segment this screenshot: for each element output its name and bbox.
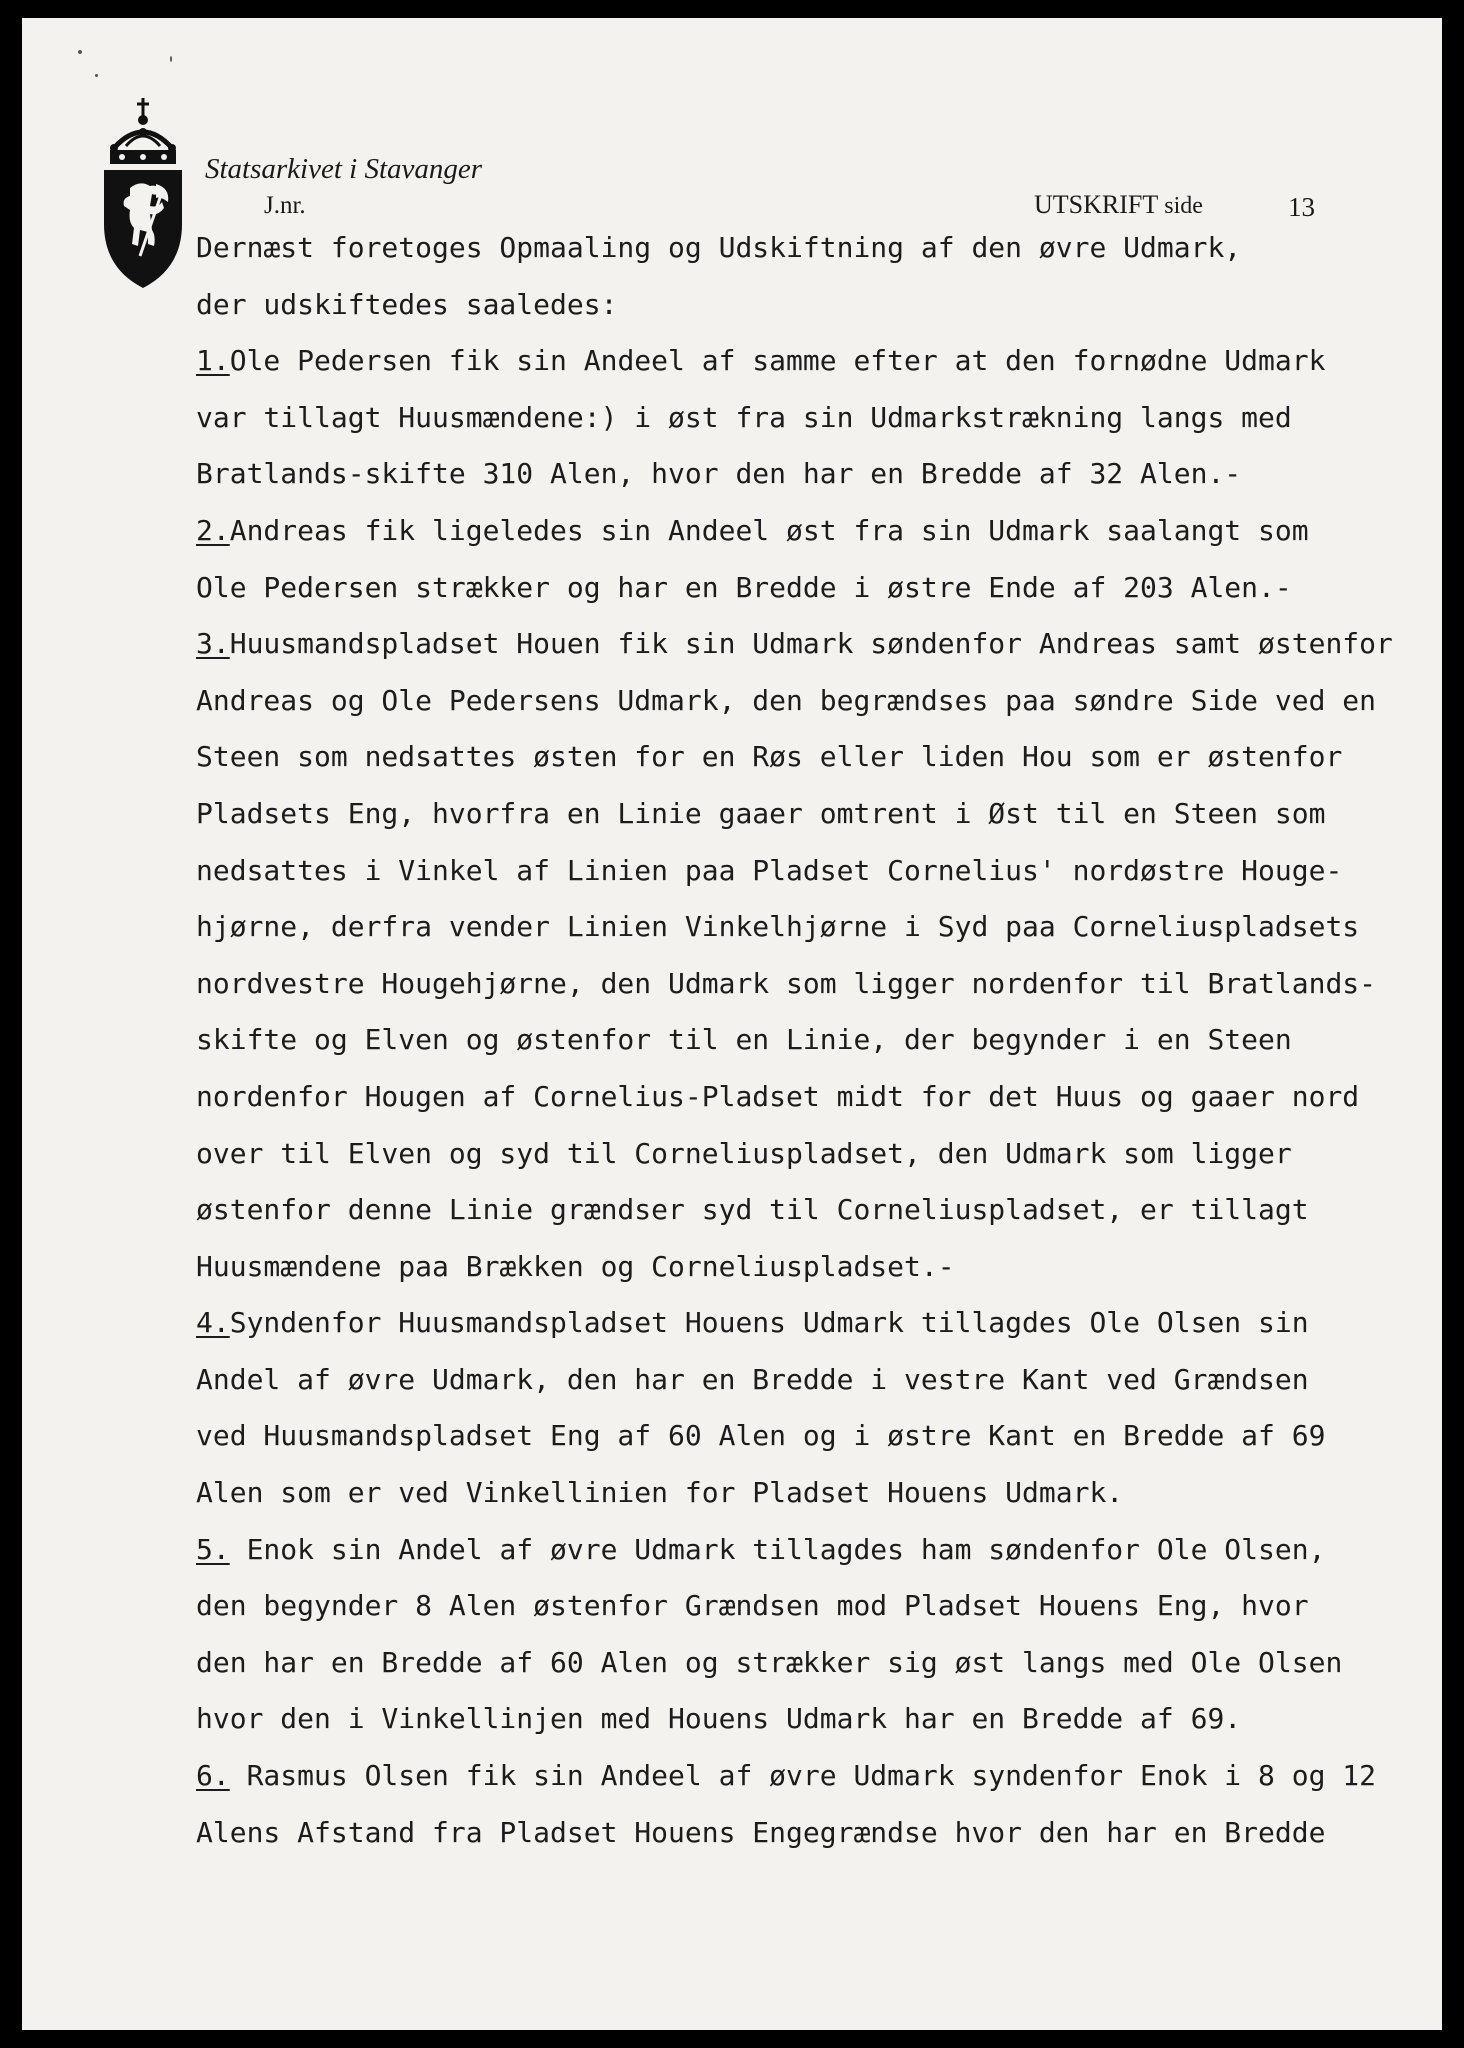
paragraph-number: 4. bbox=[196, 1306, 230, 1340]
text-line bbox=[196, 1126, 1436, 1183]
line-text: over til Elven og syd til Corneliuspladset, den Udmark som ligger bbox=[196, 1136, 1292, 1170]
line-text: nedsattes i Vinkel af Linien paa Pladset Cornelius' nordøstre Houge- bbox=[196, 853, 1343, 887]
text-line bbox=[196, 616, 1436, 673]
line-text: der udskiftedes saaledes: bbox=[196, 287, 618, 321]
text-line bbox=[196, 220, 1436, 277]
paragraph-number: 6. bbox=[196, 1759, 230, 1793]
line-text: hvor den i Vinkellinjen med Houens Udmark har en Bredde af 69. bbox=[196, 1702, 1242, 1736]
text-line bbox=[196, 1295, 1436, 1352]
text-line bbox=[196, 1465, 1436, 1522]
scan-speck bbox=[95, 74, 98, 77]
line-text: Ole Pedersen fik sin Andeel af samme efter at den fornødne Udmark bbox=[229, 344, 1326, 378]
text-line bbox=[196, 1239, 1436, 1296]
line-text: ved Huusmandspladset Eng af 60 Alen og i østre Kant en Bredde af 69 bbox=[196, 1419, 1326, 1453]
line-text: den har en Bredde af 60 Alen og strækker sig øst langs med Ole Olsen bbox=[196, 1645, 1343, 1679]
side-word: side bbox=[1164, 193, 1203, 219]
line-text: den begynder 8 Alen østenfor Grændsen mod Pladset Houens Eng, hvor bbox=[196, 1589, 1309, 1623]
line-text: Huusmændene paa Brækken og Corneliuspladset.- bbox=[196, 1249, 955, 1283]
text-line bbox=[196, 1408, 1436, 1465]
text-line bbox=[196, 673, 1436, 730]
text-line bbox=[196, 1805, 1436, 1862]
paragraph-number: 3. bbox=[196, 627, 230, 661]
line-text: Andreas og Ole Pedersens Udmark, den begrændses paa søndre Side ved en bbox=[196, 683, 1377, 717]
text-line bbox=[196, 1069, 1436, 1126]
line-text: skifte og Elven og østenfor til en Linie, der begynder i en Steen bbox=[196, 1023, 1292, 1057]
scan-speck bbox=[78, 50, 82, 54]
line-text: nordvestre Hougehjørne, den Udmark som ligger nordenfor til Bratlands- bbox=[196, 966, 1377, 1000]
text-line bbox=[196, 333, 1436, 390]
line-text: østenfor denne Linie grændser syd til Corneliuspladset, er tillagt bbox=[196, 1193, 1309, 1227]
line-text: Enok sin Andel af øvre Udmark tillagdes ham søndenfor Ole Olsen, bbox=[229, 1532, 1326, 1566]
line-text: Alens Afstand fra Pladset Houens Engegrændse hvor den har en Bredde bbox=[196, 1815, 1326, 1849]
text-line bbox=[196, 560, 1436, 617]
text-line bbox=[196, 956, 1436, 1013]
line-text: Ole Pedersen strækker og har en Bredde i østre Ende af 203 Alen.- bbox=[196, 570, 1292, 604]
line-text: hjørne, derfra vender Linien Vinkelhjørne i Syd paa Corneliuspladsets bbox=[196, 910, 1360, 944]
text-line bbox=[196, 843, 1436, 900]
page-number: 13 bbox=[1288, 192, 1315, 222]
line-text: Andel af øvre Udmark, den har en Bredde i vestre Kant ved Grændsen bbox=[196, 1362, 1309, 1396]
text-line bbox=[196, 1635, 1436, 1692]
text-line bbox=[196, 1522, 1436, 1579]
line-text: Steen som nedsattes østen for en Røs eller liden Hou som er østenfor bbox=[196, 740, 1343, 774]
journal-number-label: J.nr. bbox=[264, 192, 306, 219]
text-line bbox=[196, 729, 1436, 786]
paragraph-number: 2. bbox=[196, 513, 230, 547]
norwegian-coat-of-arms-icon bbox=[100, 96, 186, 290]
line-text: Alen som er ved Vinkellinien for Pladset Houens Udmark. bbox=[196, 1476, 1124, 1510]
text-line bbox=[196, 503, 1436, 560]
transcription-text bbox=[196, 220, 1436, 1861]
paragraph-number: 1. bbox=[196, 344, 230, 378]
scan-speck bbox=[170, 56, 172, 62]
utskrift-label bbox=[1034, 190, 1203, 220]
text-line bbox=[196, 446, 1436, 503]
text-line bbox=[196, 1182, 1436, 1239]
line-text: Huusmandspladset Houen fik sin Udmark søndenfor Andreas samt østenfor bbox=[229, 627, 1393, 661]
line-text: Andreas fik ligeledes sin Andeel øst fra sin Udmark saalangt som bbox=[229, 513, 1309, 547]
line-text: Dernæst foretoges Opmaaling og Udskiftning af den øvre Udmark, bbox=[196, 231, 1242, 264]
line-text: Pladsets Eng, hvorfra en Linie gaaer omtrent i Øst til en Steen som bbox=[196, 796, 1326, 830]
text-line bbox=[196, 1691, 1436, 1748]
line-text: var tillagt Huusmændene:) i øst fra sin Udmarkstrækning langs med bbox=[196, 400, 1292, 434]
text-line bbox=[196, 1578, 1436, 1635]
text-line bbox=[196, 1012, 1436, 1069]
line-text: nordenfor Hougen af Cornelius-Pladset midt for det Huus og gaaer nord bbox=[196, 1079, 1360, 1113]
text-line bbox=[196, 786, 1436, 843]
text-line bbox=[196, 1748, 1436, 1805]
line-text: Rasmus Olsen fik sin Andeel af øvre Udmark syndenfor Enok i 8 og 12 bbox=[229, 1759, 1377, 1793]
line-text: Syndenfor Huusmandspladset Houens Udmark tillagdes Ole Olsen sin bbox=[229, 1306, 1309, 1340]
document-page bbox=[22, 18, 1442, 2030]
text-line bbox=[196, 277, 1436, 334]
text-line bbox=[196, 899, 1436, 956]
paragraph-number: 5. bbox=[196, 1532, 230, 1566]
text-line bbox=[196, 1352, 1436, 1409]
line-text: Bratlands-skifte 310 Alen, hvor den har en Bredde af 32 Alen.- bbox=[196, 457, 1242, 491]
utskrift-word: UTSKRIFT bbox=[1034, 190, 1158, 219]
archive-name: Statsarkivet i Stavanger bbox=[205, 153, 483, 185]
text-line bbox=[196, 390, 1436, 447]
